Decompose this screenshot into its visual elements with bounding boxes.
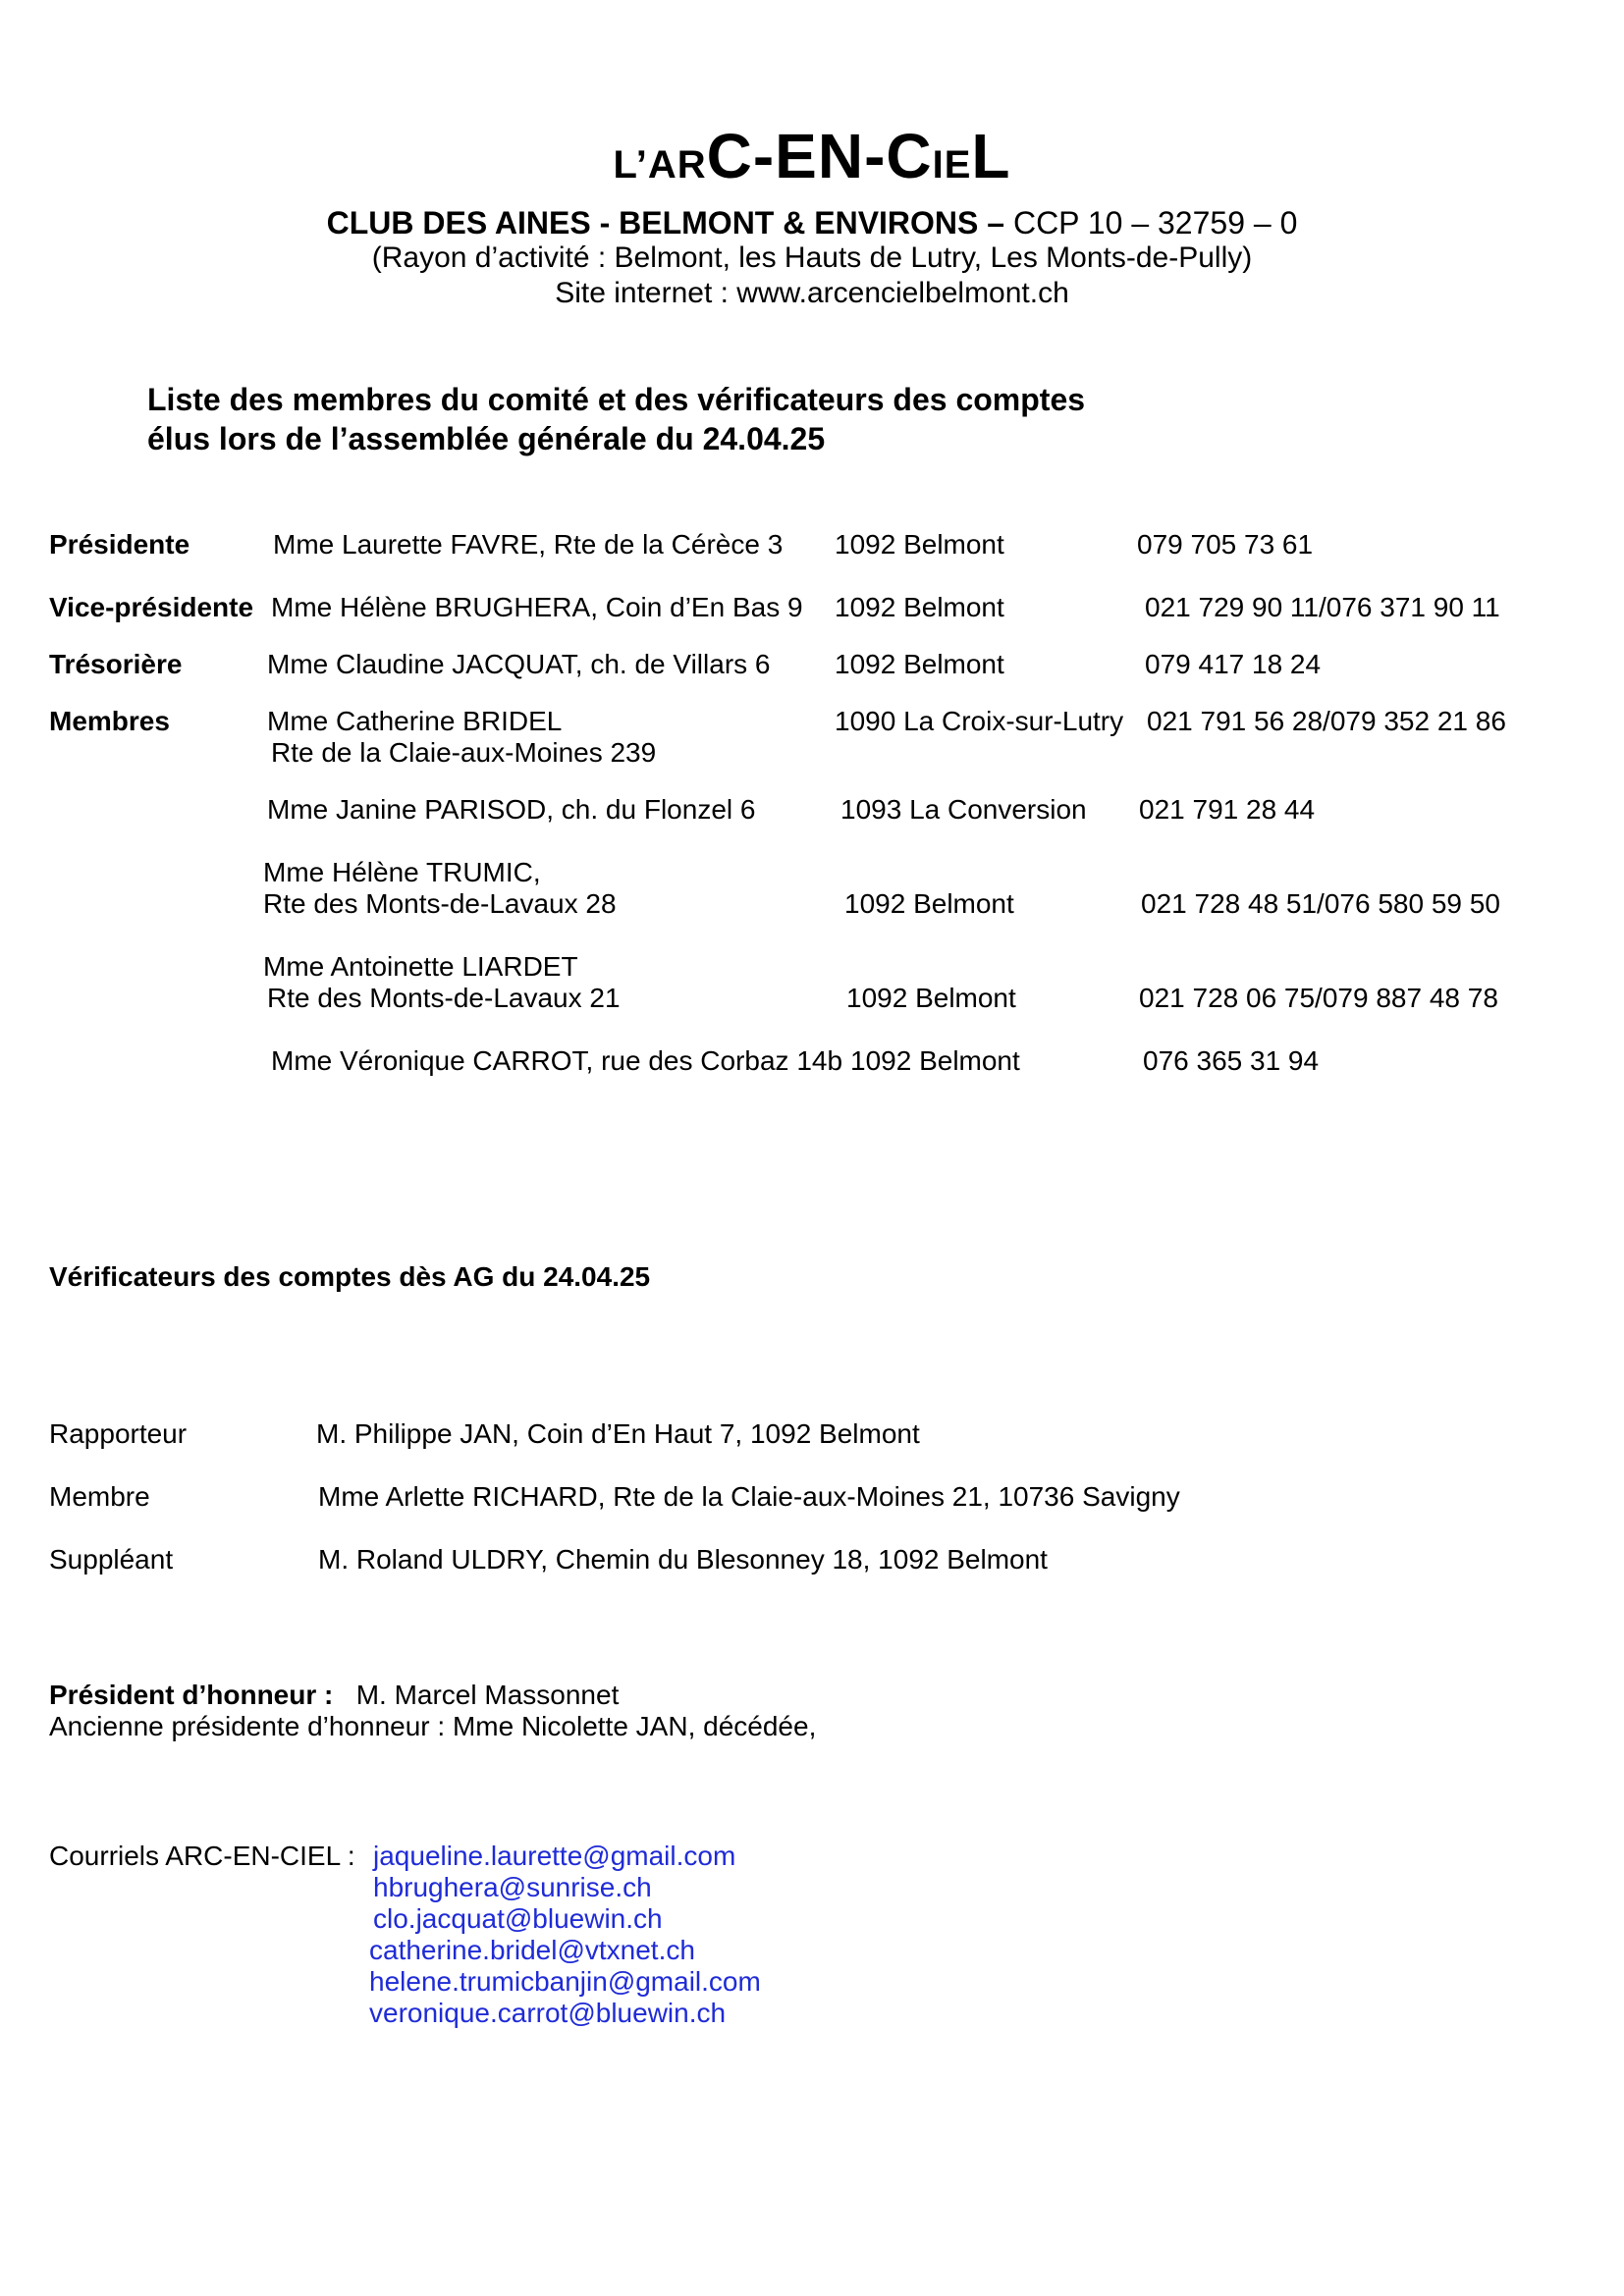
logo-dash: -	[752, 121, 776, 191]
logo-ar: AR	[647, 143, 707, 187]
logo-apostrophe: ’	[635, 143, 648, 187]
member-city: 1092 Belmont	[846, 983, 1016, 1013]
club-subtitle	[0, 204, 1624, 241]
member-name: Mme Antoinette LIARDET	[263, 951, 578, 982]
logo-en: EN	[775, 121, 865, 191]
role-label: Trésorière	[49, 649, 183, 679]
role-label: Vice-présidente	[49, 592, 254, 622]
email-link[interactable]: catherine.bridel@vtxnet.ch	[369, 1935, 695, 1965]
president-honneur-label: Président d’honneur :	[49, 1680, 334, 1710]
member-name: Mme Hélène TRUMIC,	[263, 857, 541, 887]
club-logo-title	[0, 120, 1624, 192]
verificateur-role: Membre	[49, 1481, 150, 1512]
member-address: Rte de la Claie-aux-Moines 239	[271, 737, 657, 768]
member-phone: 076 365 31 94	[1143, 1045, 1320, 1076]
member-city: 1092 Belmont	[835, 592, 1004, 622]
member-phone: 021 729 90 11/076 371 90 11	[1145, 592, 1500, 622]
ancienne-presidente-line: Ancienne présidente d’honneur : Mme Nicolette JAN, décédée,	[49, 1711, 817, 1741]
member-name: Mme Véronique CARROT, rue des Corbaz 14b	[271, 1045, 843, 1076]
member-phone: 021 728 48 51/076 580 59 50	[1141, 888, 1500, 919]
verificateur-detail: Mme Arlette RICHARD, Rte de la Claie-aux-Moines 21, 10736 Savigny	[318, 1481, 1180, 1512]
logo-dash: -	[864, 121, 887, 191]
member-address: Rte des Monts-de-Lavaux 21	[267, 983, 621, 1013]
list-title-line2: élus lors de l’assemblée générale du 24.04.25	[147, 421, 826, 456]
president-honneur-line	[49, 1679, 619, 1712]
member-name: Mme Laurette FAVRE, Rte de la Cérèce 3	[273, 529, 784, 560]
logo-l: L	[971, 121, 1011, 191]
member-phone: 079 705 73 61	[1137, 529, 1314, 560]
email-link[interactable]: hbrughera@sunrise.ch	[373, 1872, 652, 1902]
email-link[interactable]: clo.jacquat@bluewin.ch	[373, 1903, 663, 1934]
list-title-line1: Liste des membres du comité et des vérificateurs des comptes	[147, 382, 1086, 417]
member-city: 1092 Belmont	[835, 649, 1004, 679]
logo-ci: C	[886, 121, 933, 191]
member-name: Mme Catherine BRIDEL	[267, 706, 563, 736]
president-honneur-name: M. Marcel Massonnet	[355, 1680, 620, 1710]
member-city: 1092 Belmont	[844, 888, 1014, 919]
website: Site internet : www.arcencielbelmont.ch	[555, 277, 1069, 309]
member-name: Mme Janine PARISOD, ch. du Flonzel 6	[267, 794, 756, 825]
verificateur-role: Suppléant	[49, 1544, 174, 1575]
club-ccp: CCP 10 – 32759 – 0	[1004, 205, 1298, 240]
verificateur-detail: M. Roland ULDRY, Chemin du Blesonney 18, 1092 Belmont	[318, 1544, 1048, 1575]
member-phone: 079 417 18 24	[1145, 649, 1322, 679]
verificateur-role: Rapporteur	[49, 1418, 188, 1449]
member-city: 1093 La Conversion	[840, 794, 1087, 825]
member-phone: 021 728 06 75/079 887 48 78	[1139, 983, 1498, 1013]
logo-c: C	[706, 121, 753, 191]
email-link[interactable]: veronique.carrot@bluewin.ch	[369, 1998, 727, 2028]
member-city: 1092 Belmont	[835, 529, 1004, 560]
club-name: CLUB DES AINES - BELMONT & ENVIRONS –	[326, 205, 1005, 240]
member-phone: 021 791 56 28/079 352 21 86	[1147, 706, 1506, 736]
activity-area: (Rayon d’activité : Belmont, les Hauts de Lutry, Les Monts-de-Pully)	[371, 241, 1253, 274]
member-name: Mme Hélène BRUGHERA, Coin d’En Bas 9	[271, 592, 803, 622]
verificateur-detail: M. Philippe JAN, Coin d’En Haut 7, 1092 Belmont	[316, 1418, 920, 1449]
verificateurs-title: Vérificateurs des comptes dès AG du 24.04.25	[49, 1261, 651, 1292]
logo-ie: IE	[932, 143, 972, 187]
member-name: Mme Claudine JACQUAT, ch. de Villars 6	[267, 649, 771, 679]
member-phone: 021 791 28 44	[1139, 794, 1316, 825]
email-link[interactable]: jaqueline.laurette@gmail.com	[373, 1841, 736, 1871]
role-label: Membres	[49, 706, 170, 736]
logo-letter: L	[613, 143, 636, 187]
member-address: Rte des Monts-de-Lavaux 28	[263, 888, 617, 919]
email-link[interactable]: helene.trumicbanjin@gmail.com	[369, 1966, 761, 1997]
member-city: 1092 Belmont	[850, 1045, 1020, 1076]
member-city: 1090 La Croix-sur-Lutry	[835, 706, 1124, 736]
role-label: Présidente	[49, 529, 190, 560]
courriels-label: Courriels ARC-EN-CIEL :	[49, 1841, 355, 1871]
